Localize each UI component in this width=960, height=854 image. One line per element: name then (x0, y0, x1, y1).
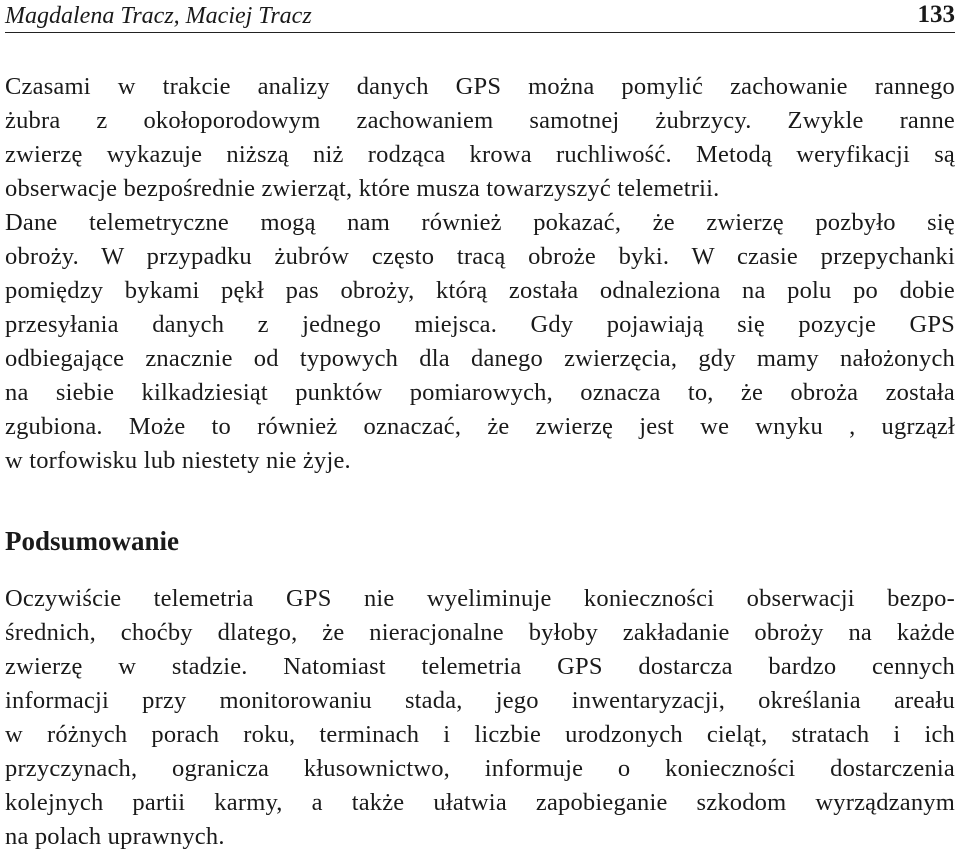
paragraph-line: pomiędzy bykami pękł pas obroży, którą została odnaleziona na polu po dobie (5, 277, 955, 304)
running-header (5, 0, 955, 33)
summary-paragraph (5, 582, 955, 854)
paragraph-line: zwierzę w stadzie. Natomiast telemetria GPS dostarcza bardzo cennych (5, 653, 955, 680)
paragraph-line: na polach uprawnych. (5, 823, 225, 850)
paragraph-line: informacji przy monitorowaniu stada, jego inwentaryzacji, określania areału (5, 687, 955, 714)
document-page (5, 0, 955, 850)
paragraph-line: żubra z okołoporodowym zachowaniem samotnej żubrzycy. Zwykle ranne (5, 107, 955, 134)
paragraph-line: przesyłania danych z jednego miejsca. Gdy pojawiają się pozycje GPS (5, 311, 955, 338)
paragraph-line: w torfowisku lub niestety nie żyje. (5, 447, 351, 474)
paragraph-line: w różnych porach roku, terminach i liczbie urodzonych cieląt, stratach i ich (5, 721, 955, 748)
paragraph-line: odbiegające znacznie od typowych dla danego zwierzęcia, gdy mamy nałożonych (5, 345, 955, 372)
body-paragraph (5, 70, 955, 478)
paragraph-line: Oczywiście telemetria GPS nie wyeliminuje konieczności obserwacji bezpo- (5, 585, 955, 612)
paragraph-line: Czasami w trakcie analizy danych GPS można pomylić zachowanie rannego (5, 73, 955, 100)
page-number: 133 (917, 1, 955, 28)
paragraph-line: średnich, choćby dlatego, że nieracjonalne byłoby zakładanie obroży na każde (5, 619, 955, 646)
section-heading: Podsumowanie (5, 526, 180, 556)
paragraph-line: przyczynach, ogranicza kłusownictwo, informuje o konieczności dostarczenia (5, 755, 955, 782)
header-authors: Magdalena Tracz, Maciej Tracz (5, 3, 312, 29)
paragraph-line: zgubiona. Może to również oznaczać, że zwierzę jest we wnyku , ugrzązł (5, 413, 955, 440)
paragraph-line: zwierzę wykazuje niższą niż rodząca krowa ruchliwość. Metodą weryfikacji są (5, 141, 955, 168)
paragraph-line: kolejnych partii karmy, a także ułatwia zapobieganie szkodom wyrządzanym (5, 789, 955, 816)
paragraph-line: obroży. W przypadku żubrów często tracą obroże byki. W czasie przepychanki (5, 243, 955, 270)
paragraph-line: na siebie kilkadziesiąt punktów pomiarowych, oznacza to, że obroża została (5, 379, 955, 406)
paragraph-line: Dane telemetryczne mogą nam również pokazać, że zwierzę pozbyło się (5, 209, 955, 236)
paragraph-line: obserwacje bezpośrednie zwierząt, które musza towarzyszyć telemetrii. (5, 175, 720, 202)
